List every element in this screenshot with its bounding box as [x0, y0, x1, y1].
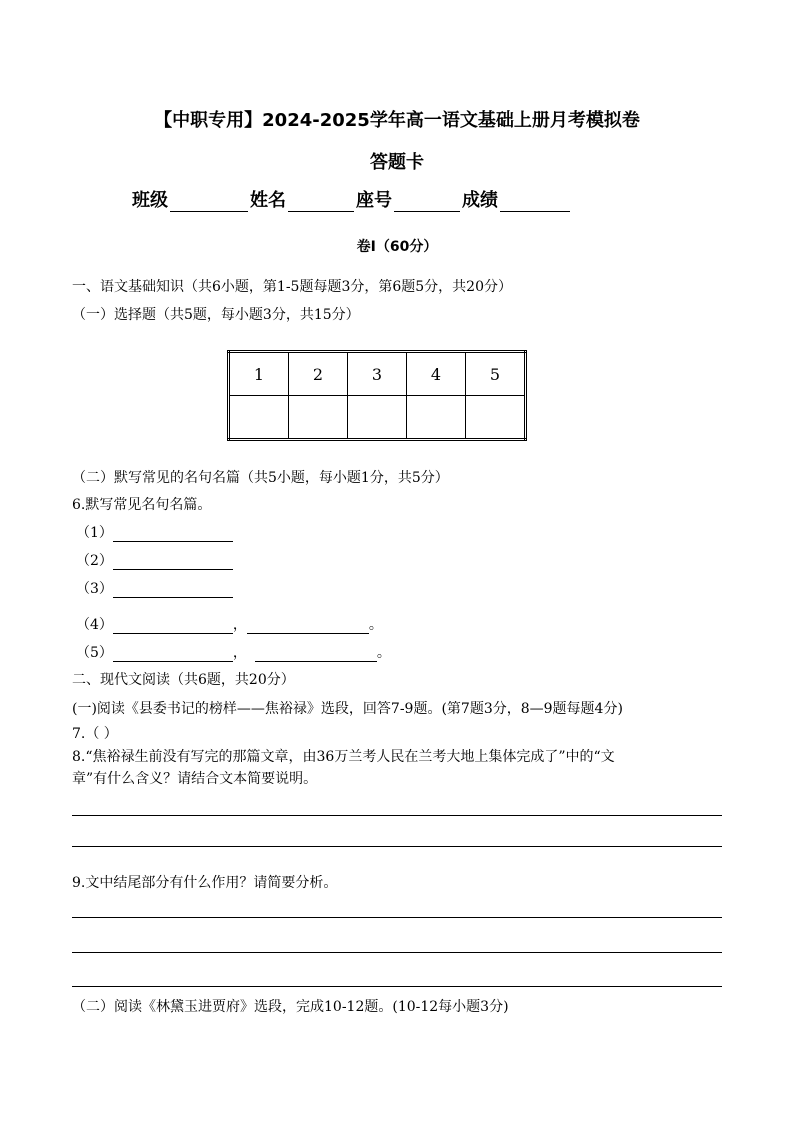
question-8-line2: 章”有什么含义？请结合文本简要说明。: [72, 771, 318, 787]
table-header-cell: 5: [466, 352, 526, 396]
name-label: 姓名: [250, 190, 286, 211]
answer-cell-5[interactable]: [466, 396, 526, 440]
table-header-cell: 1: [229, 352, 289, 396]
answer-rule[interactable]: [72, 917, 722, 918]
part1-sub2-title: （二）默写常见的名句名篇（共5小题，每小题1分，共5分）: [72, 470, 449, 486]
answer-line-2: [76, 550, 233, 570]
class-label: 班级: [132, 190, 168, 211]
period: 。: [376, 645, 391, 661]
answer-label: （4）: [76, 617, 113, 633]
answer-line-5: [76, 642, 391, 662]
part1-sub1-title: （一）选择题（共5题，每小题3分，共15分）: [72, 307, 360, 323]
table-header-cell: 4: [407, 352, 466, 396]
volume-title: 卷Ⅰ（60分）: [356, 239, 438, 255]
name-field[interactable]: [288, 191, 354, 212]
question-6: 6.默写常见名句名篇。: [72, 497, 212, 513]
comma: ，: [232, 617, 247, 633]
table-header-row: [229, 352, 526, 396]
answer-rule[interactable]: [72, 952, 722, 953]
choice-answer-table: [227, 350, 527, 441]
seat-field[interactable]: [394, 191, 460, 212]
answer-line-3: [76, 578, 233, 598]
period: 。: [368, 617, 383, 633]
answer-label: （3）: [76, 581, 113, 597]
answer-cell-1[interactable]: [229, 396, 289, 440]
answer-rule[interactable]: [72, 986, 722, 987]
fill-blank[interactable]: [113, 645, 233, 662]
part2-title: 二、现代文阅读（共6题，共20分）: [72, 672, 295, 688]
answer-line-4: [76, 614, 383, 634]
score-label: 成绩: [462, 190, 498, 211]
answer-rule[interactable]: [72, 815, 722, 816]
comma: ，: [232, 645, 247, 661]
student-info-row: [132, 186, 572, 212]
question-7: 7.（ ）: [72, 726, 118, 742]
answer-cell-2[interactable]: [289, 396, 348, 440]
page-subtitle: 答题卡: [370, 152, 424, 173]
answer-label: （1）: [76, 525, 113, 541]
question-8-line1: 8.“焦裕禄生前没有写完的那篇文章，由36万兰考人民在兰考大地上集体完成了”中的“文: [72, 749, 615, 765]
part2-sub2-title: （二）阅读《林黛玉进贾府》选段，完成10-12题。(10-12每小题3分): [72, 999, 509, 1015]
answer-label: （5）: [76, 645, 113, 661]
fill-blank[interactable]: [255, 645, 377, 662]
table-header-cell: 3: [348, 352, 407, 396]
answer-label: （2）: [76, 553, 113, 569]
question-9: 9.文中结尾部分有什么作用？请简要分析。: [72, 875, 338, 891]
fill-blank[interactable]: [113, 525, 233, 542]
fill-blank[interactable]: [113, 617, 233, 634]
fill-blank[interactable]: [113, 581, 233, 598]
part2-sub1-title: (一)阅读《县委书记的榜样——焦裕禄》选段，回答7-9题。(第7题3分，8—9题每题4分): [72, 701, 623, 717]
page-title: 【中职专用】2024-2025学年高一语文基础上册月考模拟卷: [154, 110, 640, 131]
part1-title: 一、语文基础知识（共6小题，第1-5题每题3分，第6题5分，共20分）: [72, 279, 512, 295]
answer-cell-3[interactable]: [348, 396, 407, 440]
class-field[interactable]: [170, 191, 248, 212]
answer-line-1: [76, 522, 233, 542]
seat-label: 座号: [356, 190, 392, 211]
fill-blank[interactable]: [113, 553, 233, 570]
answer-cell-4[interactable]: [407, 396, 466, 440]
score-field[interactable]: [500, 191, 570, 212]
table-answer-row: [229, 396, 526, 440]
fill-blank[interactable]: [247, 617, 369, 634]
answer-rule[interactable]: [72, 846, 722, 847]
table-header-cell: 2: [289, 352, 348, 396]
